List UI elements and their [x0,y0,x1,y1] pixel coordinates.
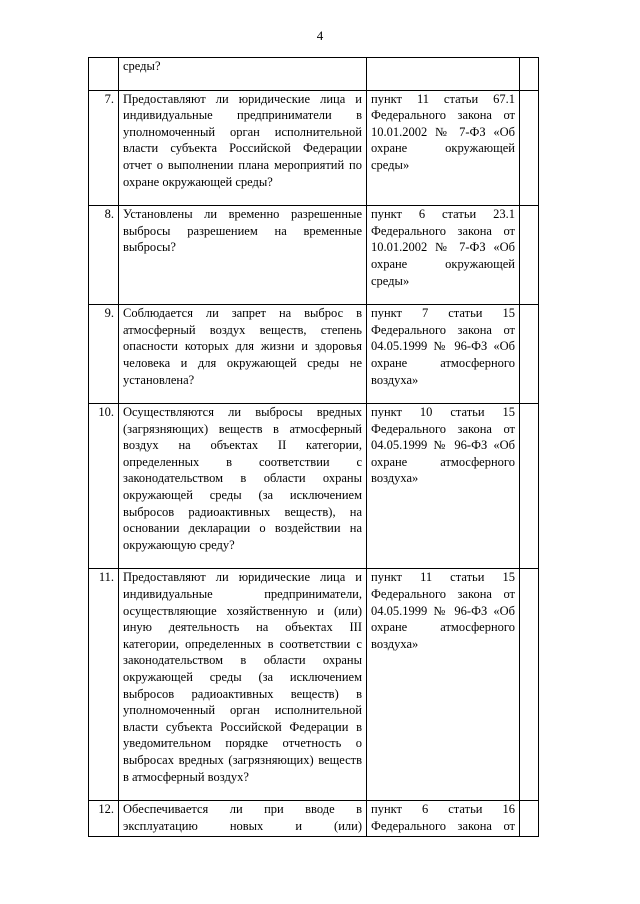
question-cell: Установлены ли временно разрешенные выбросы разрешением на временные выбросы? [119,206,367,305]
question-cell: Предоставляют ли юридические лица и индивидуальные предприниматели, осуществляющие хозяйственную и (или) иную деятельность на объектах III категории, определенных в соответствии с законодательством в области охраны окружающей среды (за исключением выбросов радиоактивных веществ) в уполномоченный орган исполнительной власти субъекта Российской Федерации в уведомительном порядке отчетность о выбросах вредных (загрязняющих) веществ в атмосферный воздух? [119,569,367,801]
question-cell: среды? [119,58,367,91]
notes-cell [520,206,539,305]
notes-cell [520,90,539,206]
row-number [89,58,119,91]
checklist-table [88,57,539,837]
reference-cell: пункт 11 статьи 15 Федерального закона от 04.05.1999 № 96-ФЗ «Об охране атмосферного воздуха» [367,569,520,801]
table-row [89,801,539,837]
question-cell: Осуществляются ли выбросы вредных (загрязняющих) веществ в атмосферный воздух на объектах II категории, определенных в соответствии с законодательством в области охраны окружающей среды (за исключением выбросов радиоактивных веществ), на основании декларации о воздействии на окружающую среду? [119,404,367,569]
table-row [89,569,539,801]
row-number: 12. [89,801,119,837]
row-number: 7. [89,90,119,206]
page-number: 4 [316,28,324,43]
table-row [89,305,539,404]
reference-cell: пункт 11 статьи 67.1 Федерального закона от 10.01.2002 № 7-ФЗ «Об охране окружающей среды» [367,90,520,206]
row-number: 10. [89,404,119,569]
question-cell: Обеспечивается ли при вводе в эксплуатацию новых и (или) [119,801,367,837]
table-row [89,90,539,206]
notes-cell [520,801,539,837]
table-row [89,404,539,569]
reference-cell [367,58,520,91]
row-number: 11. [89,569,119,801]
notes-cell [520,305,539,404]
notes-cell [520,58,539,91]
reference-cell: пункт 6 статьи 23.1 Федерального закона от 10.01.2002 № 7-ФЗ «Об охране окружающей среды» [367,206,520,305]
reference-cell: пункт 7 статьи 15 Федерального закона от 04.05.1999 № 96-ФЗ «Об охране атмосферного воздуха» [367,305,520,404]
reference-cell: пункт 10 статьи 15 Федерального закона от 04.05.1999 № 96-ФЗ «Об охране атмосферного воздуха» [367,404,520,569]
table-row [89,58,539,91]
row-number: 9. [89,305,119,404]
question-cell: Соблюдается ли запрет на выброс в атмосферный воздух веществ, степень опасности которых для жизни и здоровья человека и для окружающей среды не установлена? [119,305,367,404]
row-number: 8. [89,206,119,305]
notes-cell [520,404,539,569]
table-row [89,206,539,305]
question-cell: Предоставляют ли юридические лица и индивидуальные предприниматели в уполномоченный орган исполнительной власти субъекта Российской Федерации отчет о выполнении плана мероприятий по охране окружающей среды? [119,90,367,206]
reference-cell: пункт 6 статьи 16 Федерального закона от [367,801,520,837]
notes-cell [520,569,539,801]
